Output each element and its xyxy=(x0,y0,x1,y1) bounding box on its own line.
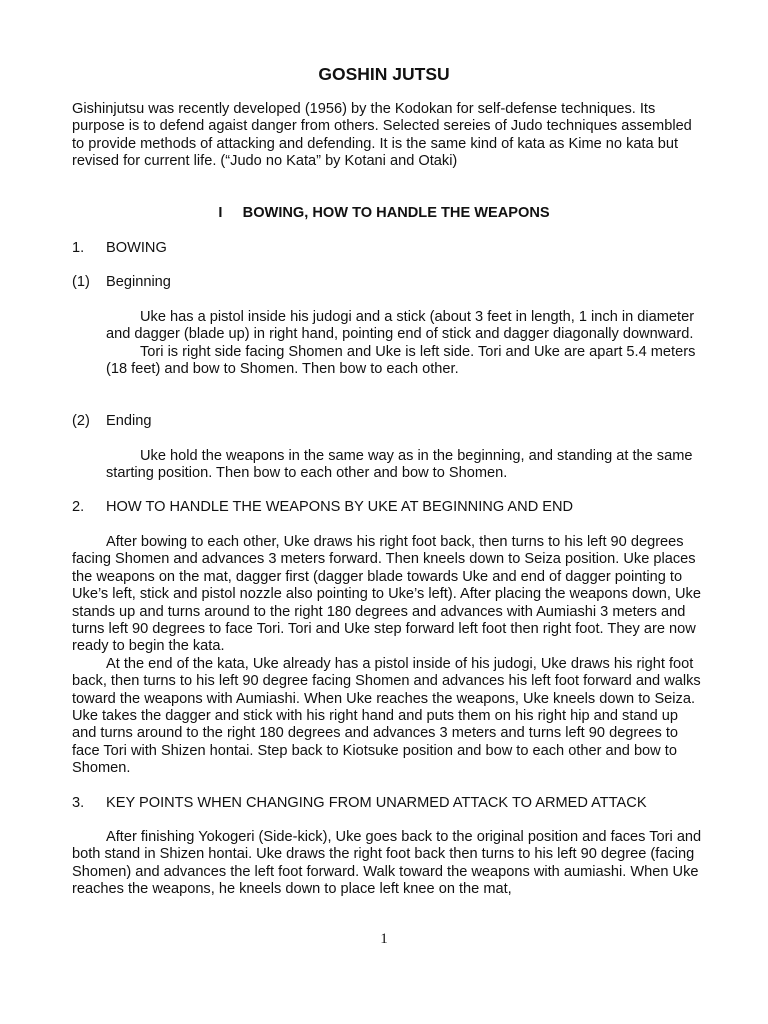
intro-text: Gishinjutsu was recently developed (1956) by the Kodokan for self-defense techniques. Its purpose is to defend agaist danger from others. Selected sereies of Judo techniques assembled to provide methods of attacking and defending. It is the same kind of kata as Kime no kata but revised for current life. (“Judo no Kata” by Kotani and Otaki) xyxy=(72,101,692,170)
s1-number: 1. xyxy=(72,240,85,256)
page-number: 1 xyxy=(380,931,388,947)
s3-paragraph-1: After finishing Yokogeri (Side-kick), Uke goes back to the original position and faces Tori and both stand in Shizen hontai. Uke draws the right foot back then turns to his left 90 degree (facing Shomen) and advances the left foot forward. Walk toward the weapons with aumiashi. When Uke reaches the weapons, he kneels down to place left knee on the mat, xyxy=(72,829,702,898)
s1-2-number: (2) xyxy=(72,413,90,429)
intro-paragraph xyxy=(72,101,702,171)
s2-number: 2. xyxy=(72,499,85,515)
s3-body xyxy=(72,829,702,899)
s2-paragraph-1: After bowing to each other, Uke draws his right foot back, then turns to his left 90 degrees facing Shomen and advances 3 meters forward. Then kneels down to Seiza position. Uke places the weapons on the mat, dagger first (dagger blade towards Uke and end of dagger pointing to Uke’s left, stick and pistol nozzle also pointing to Uke’s left). After placing the weapons down, Uke stands up and turns around to the right 180 degrees and advances with Aumiashi 3 meters and turns left 90 degrees to face Tori. Tori and Uke step forward left foot then right foot. They are now ready to begin the kata. xyxy=(72,534,701,655)
s1-1-paragraph-1: Uke has a pistol inside his judogi and a stick (about 3 feet in length, 1 inch in diameter and dagger (blade up) in right hand, pointing end of stick and dagger diagonally downward. xyxy=(106,309,695,343)
section-numeral: I xyxy=(218,205,223,221)
s1-1-heading: Beginning xyxy=(106,274,171,290)
s1-2-paragraph-1: Uke hold the weapons in the same way as in the beginning, and standing at the same starting position. Then bow to each other and bow to Shomen. xyxy=(106,448,693,482)
s1-1-paragraph-2: Tori is right side facing Shomen and Uke is left side. Tori and Uke are apart 5.4 meters (18 feet) and bow to Shomen. Then bow to each other. xyxy=(106,343,696,378)
s1-2-body xyxy=(106,448,706,483)
document-title: GOSHIN JUTSU xyxy=(318,64,450,84)
s2-paragraph-2: At the end of the kata, Uke already has a pistol inside of his judogi, Uke draws his right foot back, then turns to his left 90 degree facing Shomen and advances his left foot forward and walks toward the weapons with Aumiashi. When Uke reaches the weapons, Uke kneels down to Seiza. Uke takes the dagger and stick with his right hand and puts them on his right hip and stand up and turns around to the right 180 degrees and advances 3 meters and turns left 90 degrees to face Tori with Shizen hontai. Step back to Kiotsuke position and bow to each other and bow to Shomen. xyxy=(72,655,701,777)
s1-heading: BOWING xyxy=(106,240,167,256)
s3-number: 3. xyxy=(72,795,85,811)
s2-body xyxy=(72,534,702,778)
s1-1-number: (1) xyxy=(72,274,90,290)
section-heading xyxy=(0,205,768,222)
s2-heading: HOW TO HANDLE THE WEAPONS BY UKE AT BEGINNING AND END xyxy=(106,499,574,515)
s3-heading: KEY POINTS WHEN CHANGING FROM UNARMED ATTACK TO ARMED ATTACK xyxy=(106,795,647,811)
section-title: BOWING, HOW TO HANDLE THE WEAPONS xyxy=(242,205,550,221)
s1-2-heading: Ending xyxy=(106,413,152,429)
s1-1-body xyxy=(106,309,706,379)
